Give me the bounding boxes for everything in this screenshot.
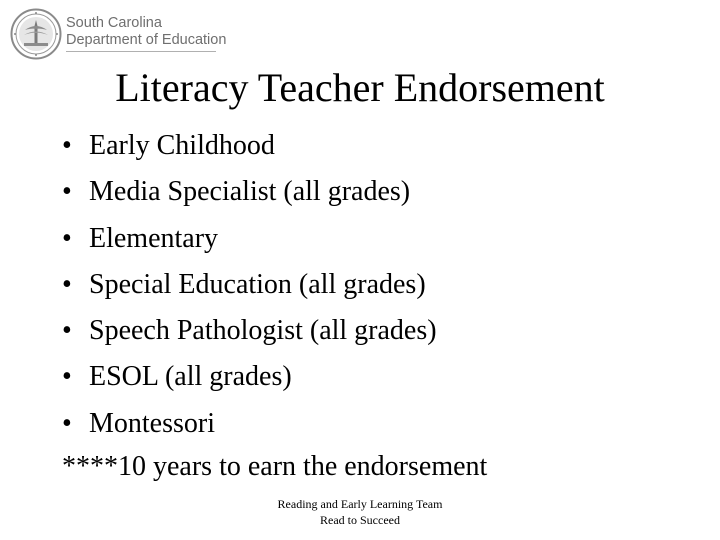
slide-title: Literacy Teacher Endorsement <box>115 65 605 110</box>
bullet-item <box>62 216 437 262</box>
bullet-text: ESOL (all grades) <box>89 361 292 393</box>
bullet-marker: • <box>62 268 72 300</box>
sc-department-of-education-logo <box>8 6 227 62</box>
bullet-text: Media Specialist (all grades) <box>89 176 411 208</box>
bullet-item <box>62 308 437 354</box>
endorsement-footnote: ****10 years to earn the endorsement <box>62 451 488 482</box>
bullet-text: Special Education (all grades) <box>89 268 426 300</box>
bullet-list <box>62 123 437 447</box>
bullet-item <box>62 354 437 400</box>
logo-divider <box>66 51 216 52</box>
bullet-text: Montessori <box>89 407 215 439</box>
bullet-marker: • <box>62 315 72 347</box>
bullet-item <box>62 262 437 308</box>
state-seal-icon <box>10 8 62 60</box>
bullet-marker: • <box>62 407 72 439</box>
footer-team: Reading and Early Learning Team <box>277 497 443 511</box>
bullet-marker: • <box>62 176 72 208</box>
footer-program: Read to Succeed <box>320 513 400 527</box>
slide-footer <box>240 496 480 528</box>
bullet-marker: • <box>62 130 72 161</box>
bullet-marker: • <box>62 361 72 393</box>
logo-line-1: South Carolina <box>66 15 162 31</box>
logo-text <box>66 15 226 49</box>
bullet-item <box>62 401 437 447</box>
bullet-item <box>62 169 437 215</box>
logo-line-2: Department of Education <box>66 32 227 48</box>
bullet-text: Speech Pathologist (all grades) <box>89 315 437 347</box>
bullet-text: Early Childhood <box>89 130 275 161</box>
bullet-marker: • <box>62 222 72 254</box>
bullet-item <box>62 123 437 169</box>
bullet-text: Elementary <box>89 222 219 254</box>
